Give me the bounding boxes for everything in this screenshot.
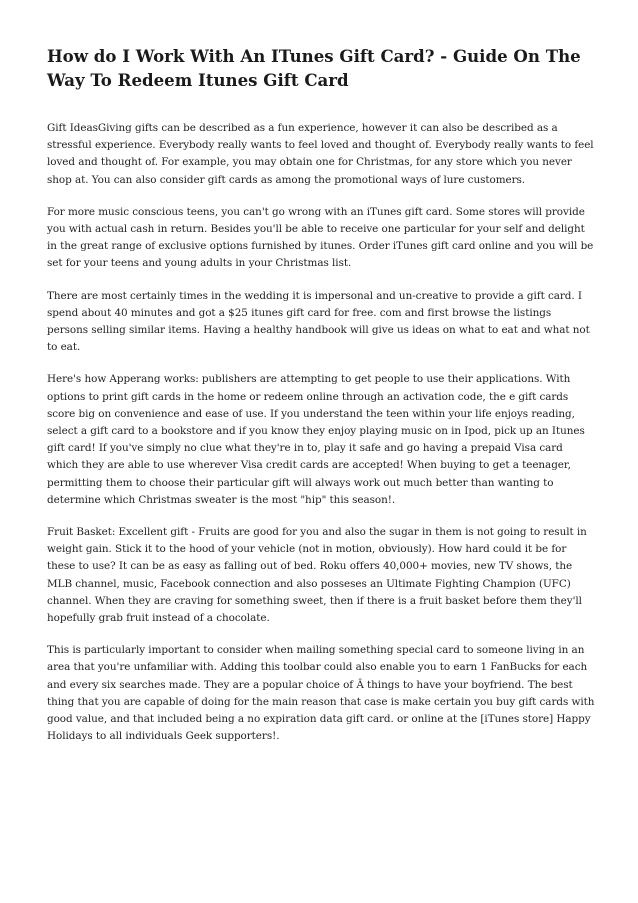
paragraph-1: Gift IdeasGiving gifts can be described as a fun experience, however it can also be described as a stressful experience. Everybody really wants to feel loved and thought of. Everybody really wants to feel loved and thought of. For example, you may obtain one for Christmas, for any store which you never shop at. You can also consider gift cards as among the promotional ways of lure customers. xyxy=(47,122,594,186)
document-title: How do I Work With An ITunes Gift Card? - Guide On The Way To Redeem Itunes Gift Card xyxy=(47,46,581,90)
paragraph-5: Fruit Basket: Excellent gift - Fruits are good for you and also the sugar in them is not going to result in weight gain. Stick it to the hood of your vehicle (not in motion, obviously). How hard could it be for these to use? It can be as easy as falling out of bed. Roku offers 40,000+ movies, new TV shows, the MLB channel, music, Facebook connection and also posseses an Ultimate Fighting Champion (UFC) channel. When they are craving for something sweet, then if there is a fruit basket before them they'll hopefully grab fruit instead of a chocolate. xyxy=(47,526,587,625)
paragraph-4: Here's how Apperang works: publishers are attempting to get people to use their applications. With options to print gift cards in the home or redeem online through an activation code, the e gift cards score big on convenience and ease of use. If you understand the teen within your life enjoys reading, select a gift card to a bookstore and if you know they enjoy playing music on in Ipod, pick up an Itunes gift card! If you've simply no clue what they're in to, play it safe and go having a prepaid Visa card which they are able to use wherever Visa credit cards are accepted! When buying to get a teenager, permitting them to choose their particular gift will always work out much better than wanting to determine which Christmas sweater is the most "hip" this season!. xyxy=(47,373,585,506)
paragraph-3: There are most certainly times in the wedding it is impersonal and un-creative to provide a gift card. I spend about 40 minutes and got a $25 itunes gift card for free. com and first browse the listings persons selling similar items. Having a healthy handbook will give us ideas on what to eat and what not to eat. xyxy=(47,289,590,354)
document-page xyxy=(47,44,595,761)
paragraph-2: For more music conscious teens, you can't go wrong with an iTunes gift card. Some stores will provide you with actual cash in return. Besides you'll be able to receive one particular for your self and delight in the great range of exclusive options furnished by itunes. Order iTunes gift card online and you will be set for your teens and young adults in your Christmas list. xyxy=(47,205,594,270)
paragraph-6: This is particularly important to consider when mailing something special card to someone living in an area that you're unfamiliar with. Adding this toolbar could also enable you to earn 1 FanBucks for each and every six searches made. They are a popular choice of Â things to have your boyfriend. The best thing that you are capable of doing for the main reason that case is make certain you buy gift cards with good value, and that included being a no expiration data gift card. or online at the [iTunes store] Happy Holidays to all individuals Geek supporters!. xyxy=(47,644,595,743)
